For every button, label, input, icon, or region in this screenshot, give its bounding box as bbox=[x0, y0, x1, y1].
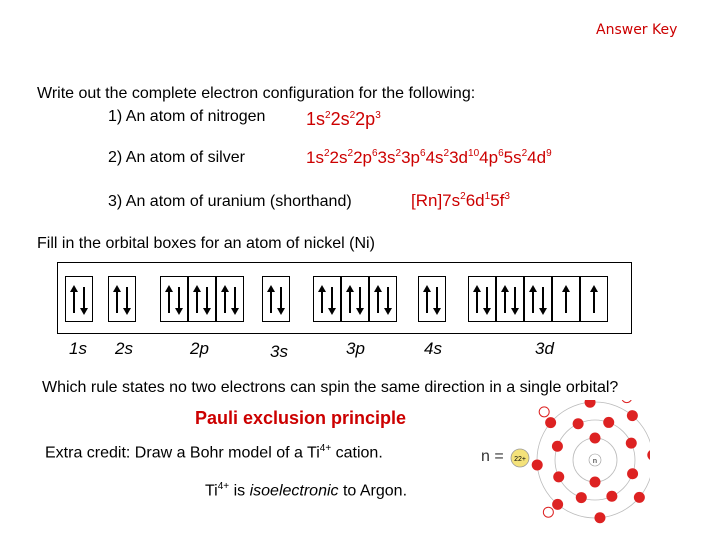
spin-down-arrow bbox=[123, 287, 131, 315]
spin-down-arrow bbox=[433, 287, 441, 315]
orbital-box-1s bbox=[65, 276, 93, 322]
electron bbox=[552, 441, 563, 452]
orbital-box-3d-1 bbox=[468, 276, 496, 322]
orbital-label-3d: 3d bbox=[535, 339, 554, 358]
orbital-label-3p: 3p bbox=[346, 339, 365, 358]
spin-up-arrow bbox=[318, 285, 326, 313]
electron bbox=[634, 492, 645, 503]
spin-up-arrow bbox=[374, 285, 382, 313]
electron bbox=[590, 433, 601, 444]
spin-up-arrow bbox=[501, 285, 509, 313]
electron bbox=[647, 450, 650, 461]
orbital-arrows bbox=[313, 276, 341, 322]
orbital-box-2p-3 bbox=[216, 276, 244, 322]
orbital-label-2s: 2s bbox=[115, 339, 133, 358]
pauli-answer: Pauli exclusion principle bbox=[195, 408, 407, 428]
spin-up-arrow bbox=[221, 285, 229, 313]
answer-nitrogen: $1s^22s^22p^3$ bbox=[306, 109, 381, 129]
answer-uranium: $[Rn]7s^26d^15f^3$ bbox=[411, 191, 510, 210]
electron bbox=[545, 417, 556, 428]
orbital-arrows bbox=[65, 276, 93, 322]
electron bbox=[626, 438, 637, 449]
removed-electron bbox=[539, 407, 549, 417]
spin-up-arrow bbox=[473, 285, 481, 313]
spin-down-arrow bbox=[203, 287, 211, 315]
answer-key-label: Answer Key bbox=[596, 22, 678, 38]
orbital-box-3d-3 bbox=[524, 276, 552, 322]
removed-electron bbox=[622, 400, 632, 403]
orbital-arrows bbox=[524, 276, 552, 322]
orbital-arrows bbox=[160, 276, 188, 322]
extra-credit-prompt: Extra credit: Draw a Bohr model of a $Ti^{4+}$ cation. bbox=[45, 443, 383, 462]
orbital-arrows bbox=[580, 276, 608, 322]
question-nitrogen: 1) An atom of nitrogen bbox=[108, 108, 266, 125]
spin-down-arrow bbox=[175, 287, 183, 315]
spin-up-arrow bbox=[562, 285, 570, 313]
orbital-label-1s: 1s bbox=[69, 339, 87, 358]
orbital-arrows bbox=[341, 276, 369, 322]
spin-down-arrow bbox=[231, 287, 239, 315]
isoelectronic-note: $Ti^{4+}$ is isoelectronic to Argon. bbox=[205, 481, 408, 500]
nucleus-charge-label: 22+ bbox=[514, 456, 526, 463]
electron bbox=[594, 512, 605, 523]
orbital-label-4s: 4s bbox=[424, 339, 442, 358]
spin-up-arrow bbox=[590, 285, 598, 313]
spin-down-arrow bbox=[80, 287, 88, 315]
orbital-instruction: Fill in the orbital boxes for an atom of nickel (Ni) bbox=[37, 235, 375, 252]
orbital-box-2p-2 bbox=[188, 276, 216, 322]
spin-up-arrow bbox=[423, 285, 431, 313]
question-uranium: 3) An atom of uranium (shorthand) bbox=[108, 193, 352, 210]
orbital-box-3p-1 bbox=[313, 276, 341, 322]
electron bbox=[627, 410, 638, 421]
spin-up-arrow bbox=[529, 285, 537, 313]
orbital-box-3d-4 bbox=[552, 276, 580, 322]
spin-down-arrow bbox=[328, 287, 336, 315]
orbital-arrows bbox=[262, 276, 290, 322]
orbital-box-3p-2 bbox=[341, 276, 369, 322]
orbital-box-3d-2 bbox=[496, 276, 524, 322]
n-equals-label: n = bbox=[481, 448, 504, 465]
electron bbox=[603, 417, 614, 428]
orbital-box-2s bbox=[108, 276, 136, 322]
orbital-arrows bbox=[216, 276, 244, 322]
electron bbox=[576, 492, 587, 503]
spin-up-arrow bbox=[70, 285, 78, 313]
electron bbox=[606, 491, 617, 502]
orbital-box-2p-1 bbox=[160, 276, 188, 322]
spin-down-arrow bbox=[277, 287, 285, 315]
electron bbox=[552, 499, 563, 510]
orbital-arrows bbox=[369, 276, 397, 322]
electron bbox=[532, 459, 543, 470]
spin-up-arrow bbox=[193, 285, 201, 313]
spin-up-arrow bbox=[267, 285, 275, 313]
electron bbox=[590, 477, 601, 488]
orbital-box-4s bbox=[418, 276, 446, 322]
spin-down-arrow bbox=[511, 287, 519, 315]
orbital-arrows bbox=[468, 276, 496, 322]
orbital-box-3p-3 bbox=[369, 276, 397, 322]
removed-electron bbox=[543, 507, 553, 517]
electron bbox=[627, 468, 638, 479]
orbital-arrows bbox=[418, 276, 446, 322]
pauli-question: Which rule states no two electrons can spin the same direction in a single orbital? bbox=[42, 379, 619, 396]
spin-down-arrow bbox=[384, 287, 392, 315]
nucleus-center-label: n bbox=[593, 458, 597, 465]
orbital-arrows bbox=[496, 276, 524, 322]
spin-down-arrow bbox=[356, 287, 364, 315]
orbital-arrows bbox=[108, 276, 136, 322]
spin-up-arrow bbox=[113, 285, 121, 313]
spin-down-arrow bbox=[483, 287, 491, 315]
orbital-arrows bbox=[188, 276, 216, 322]
answer-silver: $1s^22s^22p^63s^23p^64s^23d^{10}4p^65s^24d^9$ bbox=[306, 148, 552, 167]
spin-up-arrow bbox=[346, 285, 354, 313]
electron bbox=[573, 418, 584, 429]
orbital-label-3s: 3s bbox=[270, 342, 288, 361]
question-silver: 2) An atom of silver bbox=[108, 149, 245, 166]
orbital-arrows bbox=[552, 276, 580, 322]
orbital-box-3s bbox=[262, 276, 290, 322]
electron bbox=[585, 400, 596, 408]
spin-up-arrow bbox=[165, 285, 173, 313]
config-instruction: Write out the complete electron configuration for the following: bbox=[37, 85, 476, 102]
spin-down-arrow bbox=[539, 287, 547, 315]
electron bbox=[553, 471, 564, 482]
orbital-label-2p: 2p bbox=[190, 339, 209, 358]
orbital-box-3d-5 bbox=[580, 276, 608, 322]
bohr-model-diagram bbox=[480, 400, 650, 540]
